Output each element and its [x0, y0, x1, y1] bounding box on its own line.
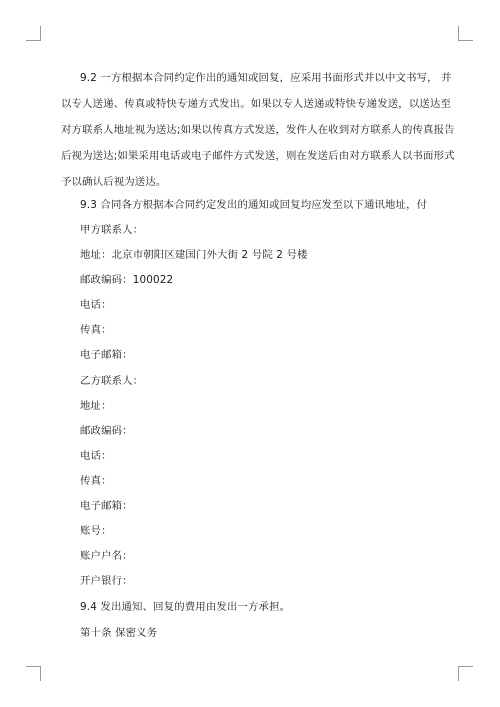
party-a-contact: 甲方联系人：	[80, 224, 144, 236]
party-a-phone: 电话：	[80, 299, 112, 311]
party-a-fax: 传真：	[80, 324, 112, 336]
crop-mark-bottom-left	[26, 666, 41, 681]
party-a-email: 电子邮箱：	[80, 349, 133, 361]
clause-9-2-line-5: 予以确认后视为送达。	[61, 176, 167, 188]
party-b-phone: 电话：	[80, 450, 112, 462]
clause-9-2-line-4: 后视为送达;如果采用电话或电子邮件方式发送，则在发送后由对方联系人以书面形式	[61, 150, 455, 162]
party-b-address: 地址：	[80, 400, 112, 412]
party-b-fax: 传真：	[80, 475, 112, 487]
clause-9-2-line-2: 以专人送递、传真或特快专递方式发出。如果以专人送递或特快专递发送，以送达至	[61, 98, 451, 110]
party-a-postcode: 邮政编码：100022	[80, 274, 174, 286]
party-b-account-number: 账号：	[80, 525, 112, 537]
party-b-bank: 开户银行：	[80, 575, 133, 587]
party-b-postcode: 邮政编码：	[80, 425, 133, 437]
clause-9-2-line-1: 9.2 一方根据本合同约定作出的通知或回复，应采用书面形式并以中文书写， 并	[80, 72, 452, 84]
clause-9-2-line-3: 对方联系人地址视为送达;如果以传真方式发送，发件人在收到对方联系人的传真报告	[61, 124, 455, 136]
clause-9-3: 9.3 合同各方根据本合同约定发出的通知或回复均应发至以下通讯地址，付	[80, 199, 428, 211]
crop-mark-top-right	[458, 26, 473, 41]
party-b-contact: 乙方联系人：	[80, 375, 144, 387]
party-b-account-name: 账户户名：	[80, 550, 133, 562]
party-b-email: 电子邮箱：	[80, 500, 133, 512]
crop-mark-top-left	[26, 26, 41, 41]
article-10-heading: 第十条 保密义务	[80, 627, 158, 639]
clause-9-4: 9.4 发出通知、回复的费用由发出一方承担。	[80, 601, 291, 613]
crop-mark-bottom-right	[458, 666, 473, 681]
party-a-address: 地址：北京市朝阳区建国门外大街 2 号院 2 号楼	[80, 249, 308, 261]
